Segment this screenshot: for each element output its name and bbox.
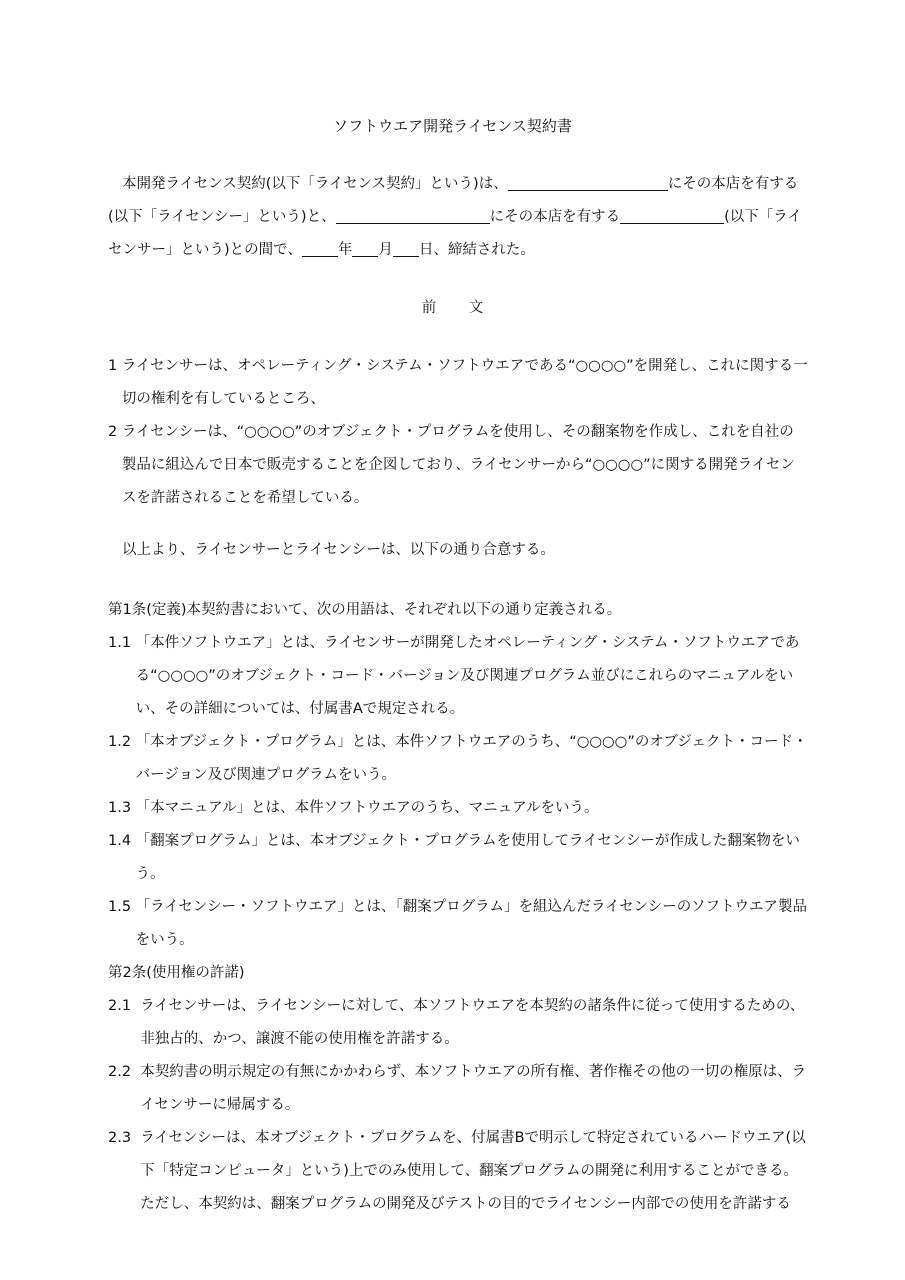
- year-blank: [302, 236, 338, 257]
- definition-text: 「本オブジェクト・プログラム」とは、本件ソフトウエアのうち、“○○○○”のオブジェクト・コード・バージョン及び関連プログラムをいう。: [135, 734, 808, 783]
- definition-number: 1.5: [108, 899, 136, 915]
- definition-item: [108, 726, 808, 792]
- intro-text-2: にその本店を有する(以下「ライセンシー」という)と、: [108, 176, 799, 225]
- day-blank: [393, 236, 419, 257]
- intro-text-3: にその本店を有する: [489, 209, 621, 225]
- definition-number: 1.2: [108, 734, 136, 750]
- licensor-address-blank: [336, 203, 490, 224]
- definition-item: [108, 825, 808, 891]
- license-grant-number: 2.1: [108, 998, 141, 1014]
- definition-item: [108, 627, 808, 726]
- license-grant-number: 2.3: [108, 1130, 141, 1146]
- agreement-summary: 以上より、ライセンサーとライセンシーは、以下の通り合意する。: [122, 542, 555, 558]
- day-label: 日: [418, 242, 434, 258]
- month-blank: [352, 236, 378, 257]
- license-grant-item: [108, 1122, 808, 1221]
- preamble-item: [108, 416, 808, 515]
- preamble-list: [108, 350, 808, 515]
- license-grant-text: ライセンサーは、ライセンシーに対して、本ソフトウエアを本契約の諸条件に従って使用するための、非独占的、かつ、譲渡不能の使用権を許諾する。: [140, 998, 805, 1047]
- license-grant-item: [108, 990, 808, 1056]
- license-grant-number: 2.2: [108, 1064, 141, 1080]
- definition-text: 「本件ソフトウエア」とは、ライセンサーが開発したオペレーティング・システム・ソフトウエアである“○○○○”のオブジェクト・コード・バージョン及び関連プログラム並びにこれらのマニュアルをいい、その詳細については、付属書Aで規定される。: [135, 635, 800, 717]
- license-grant-text: 本契約書の明示規定の有無にかかわらず、本ソフトウエアの所有権、著作権その他の一切の権原は、ライセンサーに帰属する。: [140, 1064, 807, 1113]
- definition-item: [108, 792, 808, 825]
- preamble-item-text: ライセンシーは、“○○○○”のオブジェクト・プログラムを使用し、その翻案物を作成し、これを自社の製品に組込んで日本で販売することを企図しており、ライセンサーから“○○○○”に関する開発ライセンスを許諾されることを希望している。: [121, 424, 795, 506]
- licensee-address-blank: [508, 170, 668, 191]
- licensor-name-blank: [620, 203, 724, 224]
- preamble-item-number: 2: [108, 424, 122, 440]
- year-label: 年: [337, 242, 353, 258]
- intro-text-1: 本開発ライセンス契約(以下「ライセンス契約」という)は、: [122, 176, 508, 192]
- definition-text: 「ライセンシー・ソフトウエア」とは、「翻案プログラム」を組込んだライセンシーのソフトウエア製品をいう。: [135, 899, 808, 948]
- document-title: ソフトウエア開発ライセンス契約書: [333, 117, 572, 135]
- definition-number: 1.1: [108, 635, 136, 651]
- intro-text-5: 、締結された。: [433, 242, 535, 258]
- article-1-heading: 第1条(定義)本契約書において、次の用語は、それぞれ以下の通り定義される。: [108, 602, 622, 618]
- definition-number: 1.3: [108, 800, 136, 816]
- article-1: [108, 594, 808, 1221]
- month-label: 月: [378, 242, 393, 258]
- preamble-heading: 前 文: [421, 300, 498, 316]
- definition-text: 「本マニュアル」とは、本件ソフトウエアのうち、マニュアルをいう。: [135, 800, 599, 816]
- article-2-heading: 第2条(使用権の許諾): [108, 965, 245, 981]
- definition-number: 1.4: [108, 833, 136, 849]
- definition-item: [108, 891, 808, 957]
- intro-text-4: (以下「ライセンサー」という)との間で、: [108, 209, 802, 258]
- definition-text: 「翻案プログラム」とは、本オブジェクト・プログラムを使用してライセンシーが作成した翻案物をいう。: [135, 833, 800, 882]
- preamble-item-text: ライセンサーは、オペレーティング・システム・ソフトウエアである“○○○○”を開発し、これに関する一切の権利を有しているところ、: [121, 358, 808, 407]
- license-grant-text: ライセンシーは、本オブジェクト・プログラムを、付属書Bで明示して特定されているハードウエア(以下「特定コンピュータ」という)上でのみ使用して、翻案プログラムの開発に利用することができる。ただし、本契約は、翻案プログラムの開発及びテストの目的でライセンシー内部での使用を許諾する: [140, 1130, 806, 1212]
- preamble-item-number: 1: [108, 358, 122, 374]
- preamble-item: [108, 350, 808, 416]
- license-grant-item: [108, 1056, 808, 1122]
- intro-paragraph: [108, 168, 808, 267]
